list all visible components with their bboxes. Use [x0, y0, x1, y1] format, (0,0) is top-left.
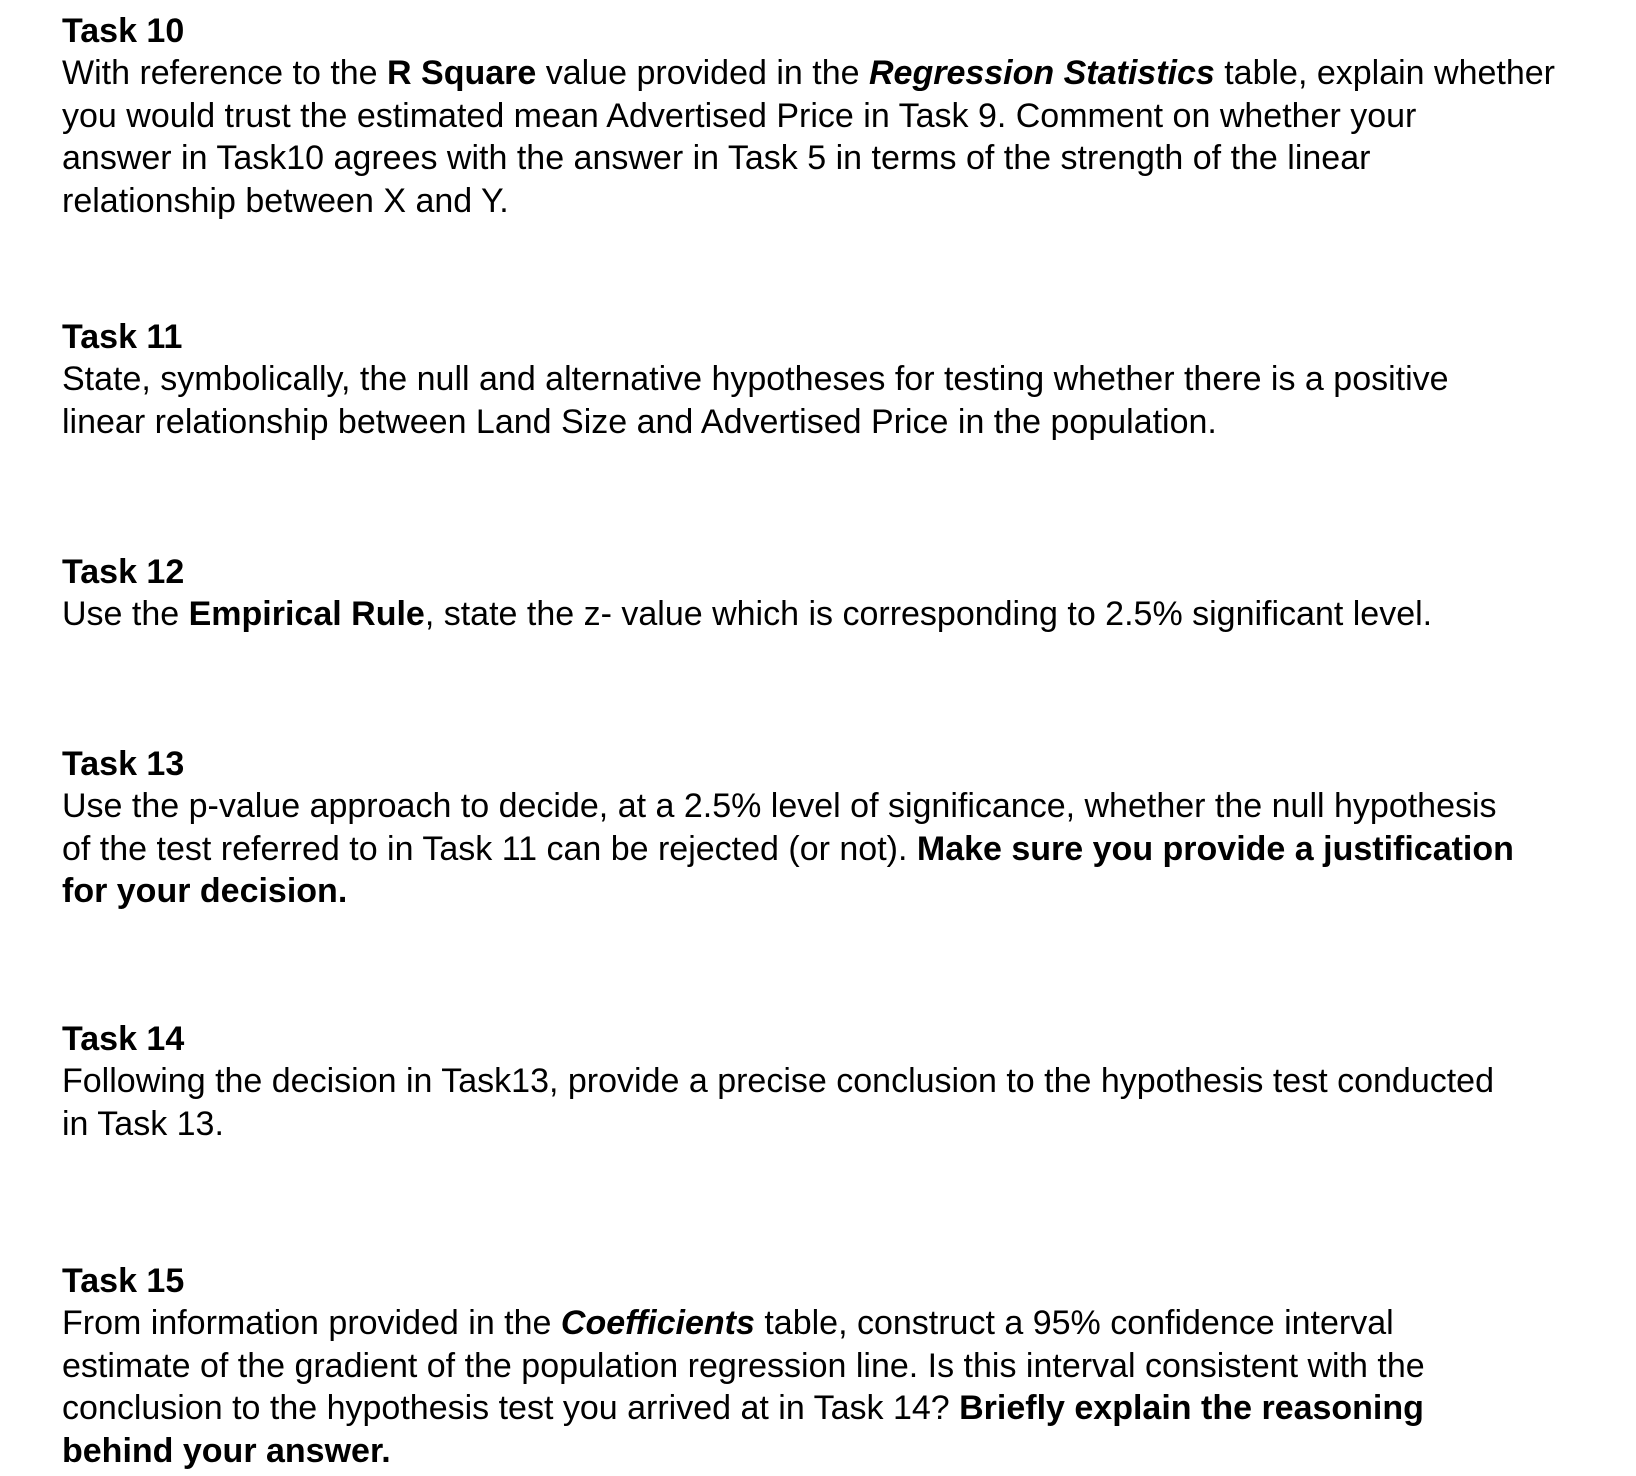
task-11-line-1: [62, 358, 1622, 401]
task-10-section: [62, 10, 1622, 222]
text-run: State, symbolically, the null and alternative hypotheses for testing whether there is a positive: [62, 360, 1449, 398]
task-14-line-2: [62, 1103, 1622, 1146]
text-run: conclusion to the hypothesis test you arrived at in Task 14?: [62, 1389, 960, 1427]
text-run-bold: for your decision.: [62, 872, 348, 910]
task-12-body: [62, 593, 1622, 636]
task-13-section: [62, 743, 1622, 913]
text-run-bold: behind your answer.: [62, 1431, 391, 1470]
text-run-bold: Empirical Rule: [188, 595, 425, 633]
task-14-title: Task 14: [62, 1020, 185, 1058]
task-13-line-3: [62, 870, 1622, 913]
text-run: of the test referred to in Task 11 can be rejected (or not).: [62, 829, 917, 868]
task-13-body: [62, 785, 1622, 913]
text-run: Use the p-value approach to decide, at a 2.5% level of significance, whether the null hypothesis: [62, 787, 1497, 825]
task-11-line-2: [62, 401, 1622, 444]
text-run-bold: Briefly explain the reasoning: [959, 1389, 1424, 1427]
text-run: table, explain whether: [1214, 54, 1555, 92]
text-run: Following the decision in Task13, provide a precise conclusion to the hypothesis test conducted: [62, 1062, 1495, 1100]
task-13-line-2: [62, 828, 1622, 871]
text-run: With reference to the: [62, 54, 388, 92]
task-10-line-1: [62, 52, 1622, 95]
task-12-line-1: [62, 593, 1622, 636]
task-11-body: [62, 358, 1622, 443]
text-run: From information provided in the: [62, 1304, 561, 1342]
task-15-line-1: [62, 1302, 1622, 1345]
text-run: linear relationship between Land Size and Advertised Price in the population.: [62, 402, 1217, 441]
text-run: relationship between X and Y.: [62, 181, 509, 220]
text-run: in Task 13.: [62, 1104, 224, 1143]
text-run-bold-italic: Regression Statistics: [868, 54, 1215, 92]
task-10-line-3: [62, 137, 1622, 180]
task-10-body: [62, 52, 1622, 222]
text-run: estimate of the gradient of the population regression line. Is this interval consistent with the: [62, 1346, 1425, 1385]
task-15-line-3: [62, 1387, 1622, 1430]
task-13-title: Task 13: [62, 745, 185, 783]
task-10-line-2: [62, 95, 1622, 138]
task-14-line-1: [62, 1060, 1622, 1103]
task-15-section: [62, 1260, 1622, 1472]
text-run-bold: Make sure you provide a justification: [916, 829, 1514, 868]
task-12-title: Task 12: [62, 553, 185, 591]
task-13-line-1: [62, 785, 1622, 828]
task-15-line-4: [62, 1430, 1622, 1473]
task-14-body: [62, 1060, 1622, 1145]
text-run-bold: R Square: [387, 54, 537, 92]
text-run-bold-italic: Coefficients: [560, 1304, 755, 1342]
task-14-section: [62, 1018, 1622, 1145]
task-12-section: [62, 551, 1622, 636]
task-11-title: Task 11: [62, 318, 183, 356]
task-15-title: Task 15: [62, 1262, 185, 1300]
text-run: answer in Task10 agrees with the answer in Task 5 in terms of the strength of the linear: [62, 139, 1371, 177]
text-run: table, construct a 95% confidence interval: [754, 1304, 1394, 1342]
text-run: you would trust the estimated mean Advertised Price in Task 9. Comment on whether your: [62, 96, 1417, 135]
task-11-section: [62, 316, 1622, 443]
text-run: , state the z- value which is corresponding to 2.5% significant level.: [424, 595, 1433, 633]
task-15-line-2: [62, 1345, 1622, 1388]
text-run: Use the: [62, 595, 189, 633]
text-run: value provided in the: [536, 54, 869, 92]
task-15-body: [62, 1302, 1622, 1472]
task-10-title: Task 10: [62, 12, 185, 50]
task-10-line-4: [62, 180, 1622, 223]
